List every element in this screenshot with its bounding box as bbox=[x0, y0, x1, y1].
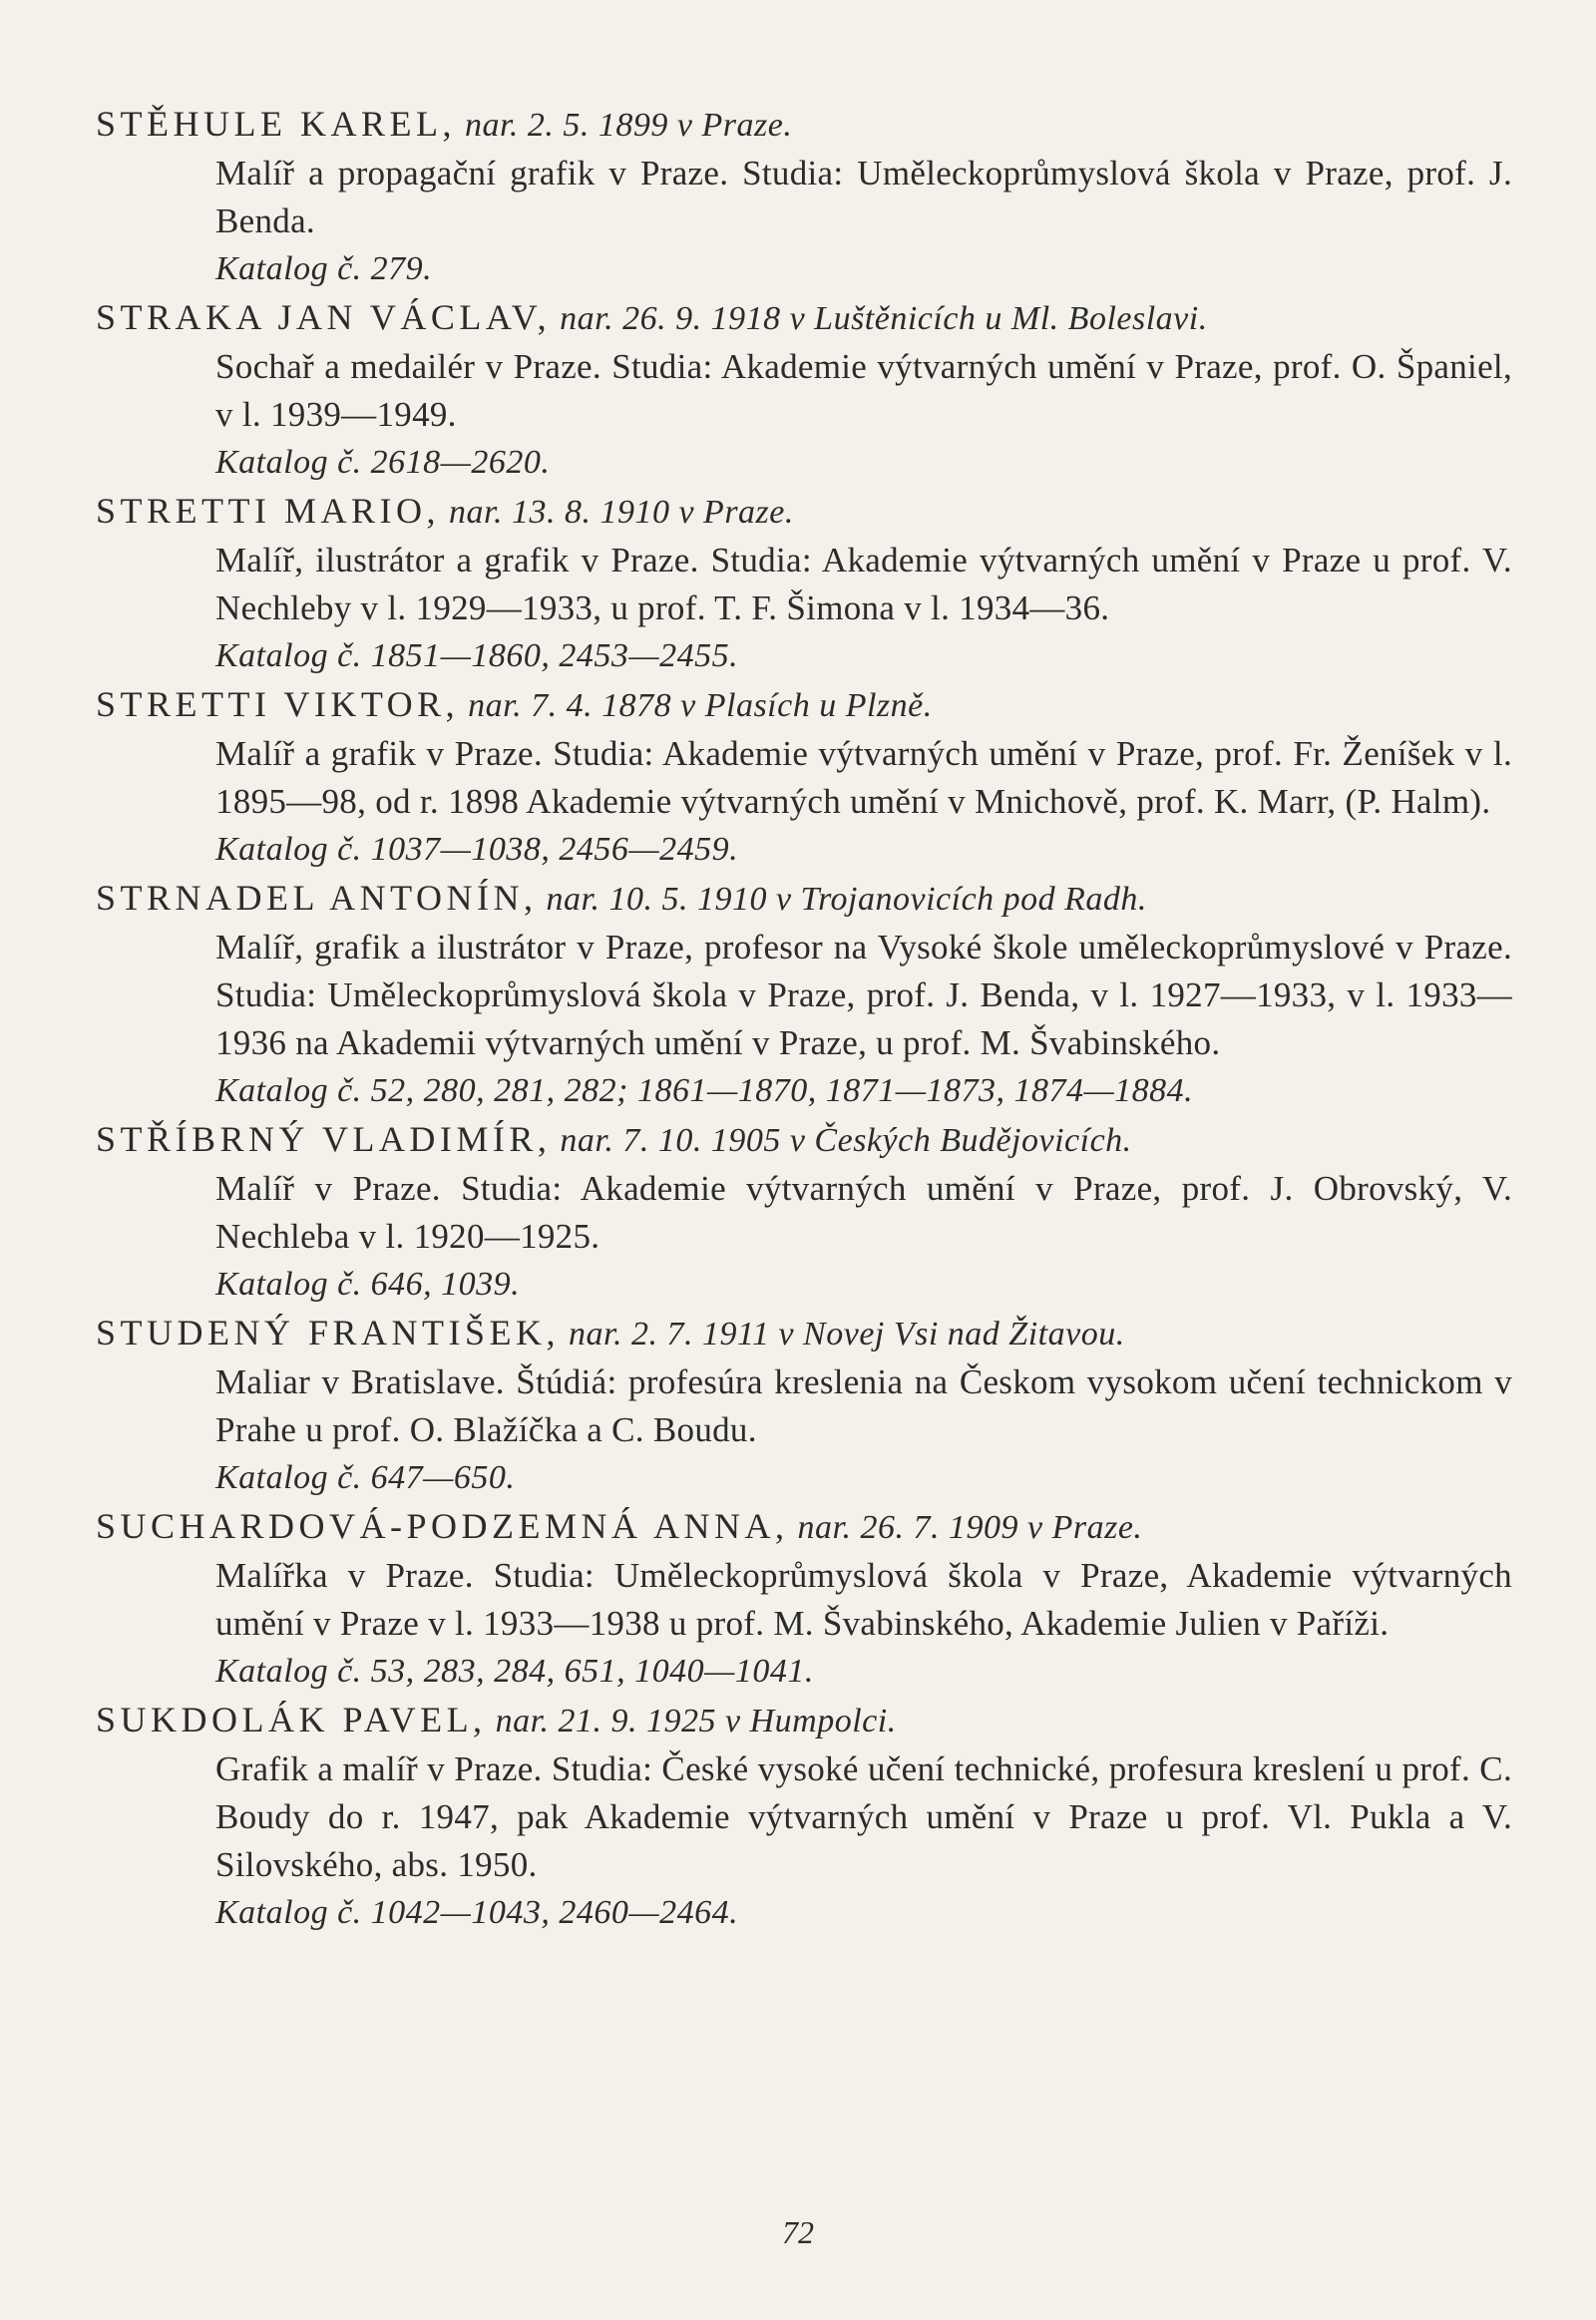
artist-description: Malíř a propagační grafik v Praze. Studia: Uměleckoprůmyslová škola v Praze, prof. J. Benda. bbox=[215, 154, 1512, 240]
artist-entry bbox=[96, 1115, 1512, 1309]
catalog-reference: Katalog č. 647—650. bbox=[215, 1459, 516, 1496]
birth-info: nar. 2. 5. 1899 v Praze. bbox=[464, 107, 793, 144]
artist-name: SUKDOLÁK PAVEL, bbox=[96, 1700, 487, 1740]
catalog-reference: Katalog č. 646, 1039. bbox=[215, 1266, 521, 1303]
birth-info: nar. 13. 8. 1910 v Praze. bbox=[449, 494, 794, 531]
entry-heading bbox=[96, 1502, 1512, 1552]
artist-entry bbox=[96, 100, 1512, 293]
entry-heading bbox=[96, 100, 1512, 150]
birth-info: nar. 7. 4. 1878 v Plasích u Plzně. bbox=[468, 687, 933, 724]
artist-name: SUCHARDOVÁ-PODZEMNÁ ANNA, bbox=[96, 1506, 789, 1546]
entry-heading bbox=[96, 487, 1512, 537]
birth-info: nar. 26. 7. 1909 v Praze. bbox=[797, 1509, 1143, 1546]
artist-description: Malířka v Praze. Studia: Uměleckoprůmyslová škola v Praze, Akademie výtvarných umění v Praze v l. 1933—1938 u prof. M. Švabinského, Akademie Julien v Paříži. bbox=[215, 1556, 1512, 1643]
artist-entry bbox=[96, 1502, 1512, 1696]
artist-description: Grafik a malíř v Praze. Studia: České vysoké učení technické, profesura kreslení u prof. C. Boudy do r. 1947, pak Akademie výtvarných umění v Praze u prof. Vl. Pukla a V. Silovského, abs. 1950. bbox=[215, 1749, 1512, 1884]
birth-info: nar. 2. 7. 1911 v Novej Vsi nad Žitavou. bbox=[569, 1316, 1125, 1353]
entry-heading bbox=[96, 1696, 1512, 1745]
artist-entry bbox=[96, 293, 1512, 487]
birth-info: nar. 26. 9. 1918 v Luštěnicích u Ml. Boleslavi. bbox=[560, 300, 1208, 337]
artist-description: Maliar v Bratislave. Štúdiá: profesúra kreslenia na Českom vysokom učení technickom v Prahe u prof. O. Blažíčka a C. Boudu. bbox=[215, 1362, 1512, 1449]
artist-description: Sochař a medailér v Praze. Studia: Akademie výtvarných umění v Praze, prof. O. Španiel, v l. 1939—1949. bbox=[215, 347, 1512, 434]
entry-heading bbox=[96, 680, 1512, 730]
catalog-reference: Katalog č. 1042—1043, 2460—2464. bbox=[215, 1894, 739, 1931]
entry-heading bbox=[96, 1309, 1512, 1358]
artist-name: STRAKA JAN VÁCLAV, bbox=[96, 297, 552, 337]
artist-name: STĚHULE KAREL, bbox=[96, 104, 456, 144]
artist-name: STRNADEL ANTONÍN, bbox=[96, 878, 538, 918]
birth-info: nar. 10. 5. 1910 v Trojanovicích pod Radh. bbox=[546, 881, 1147, 918]
artist-description: Malíř a grafik v Praze. Studia: Akademie výtvarných umění v Praze, prof. Fr. Ženíšek v l. 1895—98, od r. 1898 Akademie výtvarných umění v Mnichově, prof. K. Marr, (P. Halm). bbox=[215, 734, 1512, 821]
artist-description: Malíř, grafik a ilustrátor v Praze, profesor na Vysoké škole uměleckoprůmyslové v Praze. Studia: Uměleckoprůmyslová škola v Praze, prof. J. Benda, v l. 1927—1933, v l. 1933—1936 na Akademii výtvarných umění v Praze, u prof. M. Švabinského. bbox=[215, 928, 1512, 1062]
artist-entry bbox=[96, 874, 1512, 1115]
artist-entry bbox=[96, 680, 1512, 874]
catalog-reference: Katalog č. 1037—1038, 2456—2459. bbox=[215, 831, 739, 868]
artist-name: STRETTI MARIO, bbox=[96, 491, 440, 531]
artist-entry bbox=[96, 487, 1512, 680]
catalog-reference: Katalog č. 2618—2620. bbox=[215, 444, 551, 481]
artist-entry bbox=[96, 1309, 1512, 1502]
catalog-reference: Katalog č. 52, 280, 281, 282; 1861—1870, 1871—1873, 1874—1884. bbox=[215, 1072, 1194, 1109]
catalog-reference: Katalog č. 53, 283, 284, 651, 1040—1041. bbox=[215, 1653, 814, 1690]
catalog-reference: Katalog č. 1851—1860, 2453—2455. bbox=[215, 637, 739, 674]
entry-heading bbox=[96, 293, 1512, 343]
artist-name: STRETTI VIKTOR, bbox=[96, 684, 460, 724]
catalog-reference: Katalog č. 279. bbox=[215, 250, 433, 287]
artist-description: Malíř, ilustrátor a grafik v Praze. Studia: Akademie výtvarných umění v Praze u prof. V. Nechleby v l. 1929—1933, u prof. T. F. Šimona v l. 1934—36. bbox=[215, 541, 1512, 627]
entry-heading bbox=[96, 1115, 1512, 1165]
artist-entry bbox=[96, 1696, 1512, 1937]
page-content bbox=[96, 100, 1512, 1937]
artist-description: Malíř v Praze. Studia: Akademie výtvarných umění v Praze, prof. J. Obrovský, V. Nechleba v l. 1920—1925. bbox=[215, 1169, 1512, 1256]
artist-name: STŘÍBRNÝ VLADIMÍR, bbox=[96, 1119, 552, 1159]
entry-heading bbox=[96, 874, 1512, 924]
birth-info: nar. 7. 10. 1905 v Českých Budějovicích. bbox=[560, 1122, 1132, 1159]
birth-info: nar. 21. 9. 1925 v Humpolci. bbox=[495, 1703, 897, 1740]
artist-name: STUDENÝ FRANTIŠEK, bbox=[96, 1313, 561, 1353]
page-number: 72 bbox=[782, 2214, 814, 2250]
